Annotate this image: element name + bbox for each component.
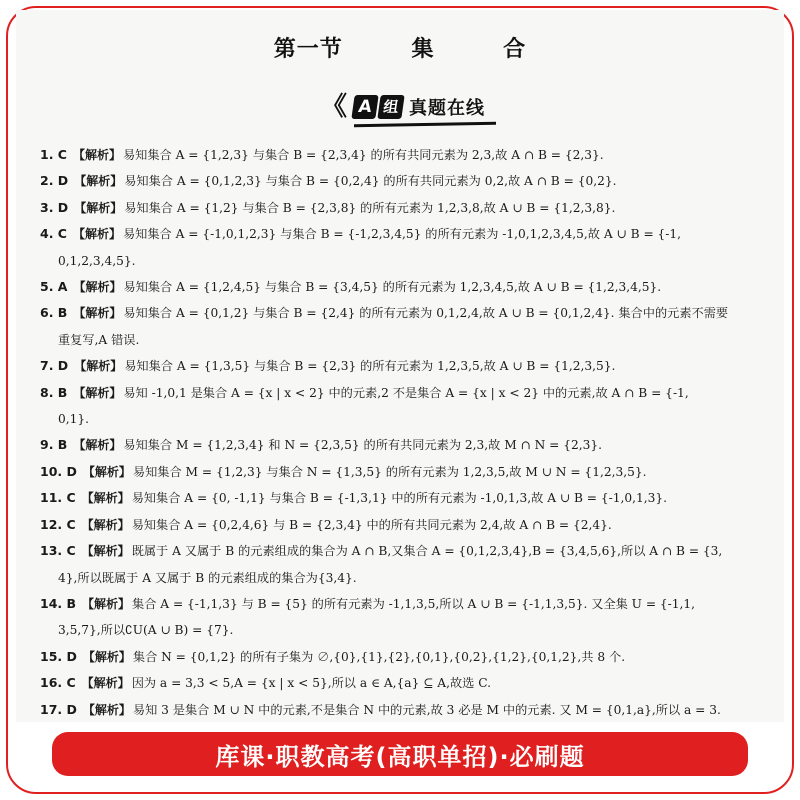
answer-text: 易知集合 A = {1,2,4,5} 与集合 B = {3,4,5} 的所有元素为 1,2,3,4,5,故 A ∪ B = {1,2,3,4,5}. xyxy=(123,280,662,295)
answer-text: 易知集合 A = {0,2,4,6} 与 B = {2,3,4} 中的所有共同元素为 2,4,故 A ∩ B = {2,4}. xyxy=(131,517,612,532)
answer-text: 4},所以既属于 A 又属于 B 的元素组成的集合为{3,4}. xyxy=(58,570,357,585)
answer-text: 因为 a = 3,3 < 5,A = {x | x < 5},所以 a ∈ A,{a} ⊆ A,故选 C. xyxy=(131,676,491,691)
analysis-tag: 【解析】 xyxy=(73,280,122,295)
group-title: 真题在线 xyxy=(409,98,486,119)
answer-text: 易知 -1,0,1 是集合 A = {x | x < 2} 中的元素,2 不是集合 A = {x | x < 2} 中的元素,故 A ∩ B = {-1, xyxy=(123,385,689,400)
answer-text: 集合 A = {-1,1,3} 与 B = {5} 的所有元素为 -1,1,3,5,所以 A ∪ B = {-1,1,3,5}. 又全集 U = {-1,1, xyxy=(132,596,696,611)
answer-number: 6. B xyxy=(40,305,68,321)
answer-text: 既属于 A 又属于 B 的元素组成的集合为 A ∩ B,又集合 A = {0,1,2,3,4},B = {3,4,5,6},所以 A ∩ B = {3, xyxy=(131,544,723,559)
analysis-tag: 【解析】 xyxy=(74,174,123,189)
answer-number: 4. C xyxy=(40,226,67,242)
answer-text: 易知集合 M = {1,2,3} 与集合 N = {1,3,5} 的所有元素为 1,2,3,5,故 M ∪ N = {1,2,3,5}. xyxy=(132,464,647,479)
answer-item xyxy=(40,538,780,564)
answer-item xyxy=(40,195,780,221)
answer-item xyxy=(40,697,780,722)
answer-text: 0,1,2,3,4,5}. xyxy=(58,253,136,268)
answer-item-continuation xyxy=(40,565,780,591)
analysis-tag: 【解析】 xyxy=(82,464,131,479)
section-title-part1: 第一节 xyxy=(273,36,343,62)
answer-item xyxy=(40,221,780,247)
double-chevron-left-icon: 《 xyxy=(321,92,348,122)
answer-item-continuation xyxy=(40,248,780,274)
answer-text: 易知集合 M = {1,2,3,4} 和 N = {2,3,5} 的所有共同元素为 2,3,故 M ∩ N = {2,3}. xyxy=(123,438,603,453)
answer-text: 易知集合 A = {0,1,2} 与集合 B = {2,4} 的所有元素为 0,1,2,4,故 A ∪ B = {0,1,2,4}. 集合中的元素不需要 xyxy=(123,306,729,321)
answer-text: 易知集合 A = {1,2,3} 与集合 B = {2,3,4} 的所有共同元素为 2,3,故 A ∩ B = {2,3}. xyxy=(123,148,604,162)
answer-number: 7. D xyxy=(40,358,69,374)
answer-number: 12. C xyxy=(40,516,76,532)
answer-item-continuation xyxy=(40,617,780,643)
answer-number: 17. D xyxy=(40,701,77,717)
document-page xyxy=(16,10,784,722)
answer-number: 14. B xyxy=(40,595,77,611)
answer-item xyxy=(40,274,780,300)
answer-number: 9. B xyxy=(40,437,68,453)
section-title-part3: 合 xyxy=(503,36,527,62)
analysis-tag: 【解析】 xyxy=(82,702,131,717)
analysis-tag: 【解析】 xyxy=(73,385,122,400)
answer-item xyxy=(40,670,780,696)
answer-item-continuation xyxy=(40,406,780,432)
group-badge-letter: A xyxy=(351,95,378,119)
analysis-tag: 【解析】 xyxy=(73,306,122,321)
section-title-part2: 集 xyxy=(411,36,435,62)
answer-item xyxy=(40,432,780,458)
answer-number: 16. C xyxy=(40,675,76,691)
answer-text: 易知 3 是集合 M ∪ N 中的元素,不是集合 N 中的元素,故 3 必是 M 中的元素. 又 M = {0,1,a},所以 a = 3. xyxy=(132,702,721,717)
answer-number: 8. B xyxy=(40,384,68,400)
answer-text: 易知集合 A = {1,3,5} 与集合 B = {2,3} 的所有元素为 1,2,3,5,故 A ∪ B = {1,2,3,5}. xyxy=(124,359,616,374)
answer-number: 15. D xyxy=(40,648,77,664)
footer-banner xyxy=(52,732,748,776)
answer-item xyxy=(40,168,780,194)
answer-item xyxy=(40,380,780,406)
answer-number: 11. C xyxy=(40,490,76,506)
answer-text: 易知集合 A = {-1,0,1,2,3} 与集合 B = {-1,2,3,4,5} 的所有元素为 -1,0,1,2,3,4,5,故 A ∪ B = {-1, xyxy=(123,227,682,242)
answer-text: 易知集合 A = {1,2} 与集合 B = {2,3,8} 的所有元素为 1,2,3,8,故 A ∪ B = {1,2,3,8}. xyxy=(124,200,616,215)
answer-item-continuation xyxy=(40,327,780,353)
answer-number: 3. D xyxy=(40,199,69,215)
answer-item xyxy=(40,485,780,511)
answer-text: 3,5,7},所以∁U(A ∪ B) = {7}. xyxy=(58,623,234,638)
answer-text: 集合 N = {0,1,2} 的所有子集为 ∅,{0},{1},{2},{0,1},{0,2},{1,2},{0,1,2},共 8 个. xyxy=(132,649,626,664)
answer-list xyxy=(40,142,780,722)
group-badge-word: 组 xyxy=(377,95,404,119)
analysis-tag: 【解析】 xyxy=(73,438,122,453)
answer-item xyxy=(40,353,780,379)
analysis-tag: 【解析】 xyxy=(82,649,131,664)
group-header xyxy=(321,92,485,122)
answer-number: 2. D xyxy=(40,173,69,189)
analysis-tag: 【解析】 xyxy=(81,544,130,559)
answer-item xyxy=(40,512,780,538)
analysis-tag: 【解析】 xyxy=(72,227,121,242)
answer-number: 10. D xyxy=(40,463,77,479)
group-title-underline xyxy=(354,122,496,127)
answer-text: 重复写,A 错误. xyxy=(58,332,140,347)
analysis-tag: 【解析】 xyxy=(82,596,131,611)
analysis-tag: 【解析】 xyxy=(81,517,130,532)
answer-number: 1. C xyxy=(40,147,67,162)
footer-text: 库课·职教高考(高职单招)·必刷题 xyxy=(215,742,585,771)
answer-item xyxy=(40,644,780,670)
analysis-tag: 【解析】 xyxy=(74,200,123,215)
answer-text: 易知集合 A = {0, -1,1} 与集合 B = {-1,3,1} 中的所有元素为 -1,0,1,3,故 A ∪ B = {-1,0,1,3}. xyxy=(131,491,668,506)
answer-item xyxy=(40,300,780,326)
analysis-tag: 【解析】 xyxy=(72,148,121,162)
answer-item xyxy=(40,591,780,617)
answer-item xyxy=(40,459,780,485)
analysis-tag: 【解析】 xyxy=(81,676,130,691)
answer-number: 13. C xyxy=(40,543,76,559)
analysis-tag: 【解析】 xyxy=(81,491,130,506)
answer-number: 5. A xyxy=(40,279,68,295)
analysis-tag: 【解析】 xyxy=(74,359,123,374)
answer-text: 易知集合 A = {0,1,2,3} 与集合 B = {0,2,4} 的所有共同元素为 0,2,故 A ∩ B = {0,2}. xyxy=(124,174,617,189)
answer-text: 0,1}. xyxy=(58,412,90,427)
answer-item xyxy=(40,142,780,168)
section-title xyxy=(16,32,784,63)
